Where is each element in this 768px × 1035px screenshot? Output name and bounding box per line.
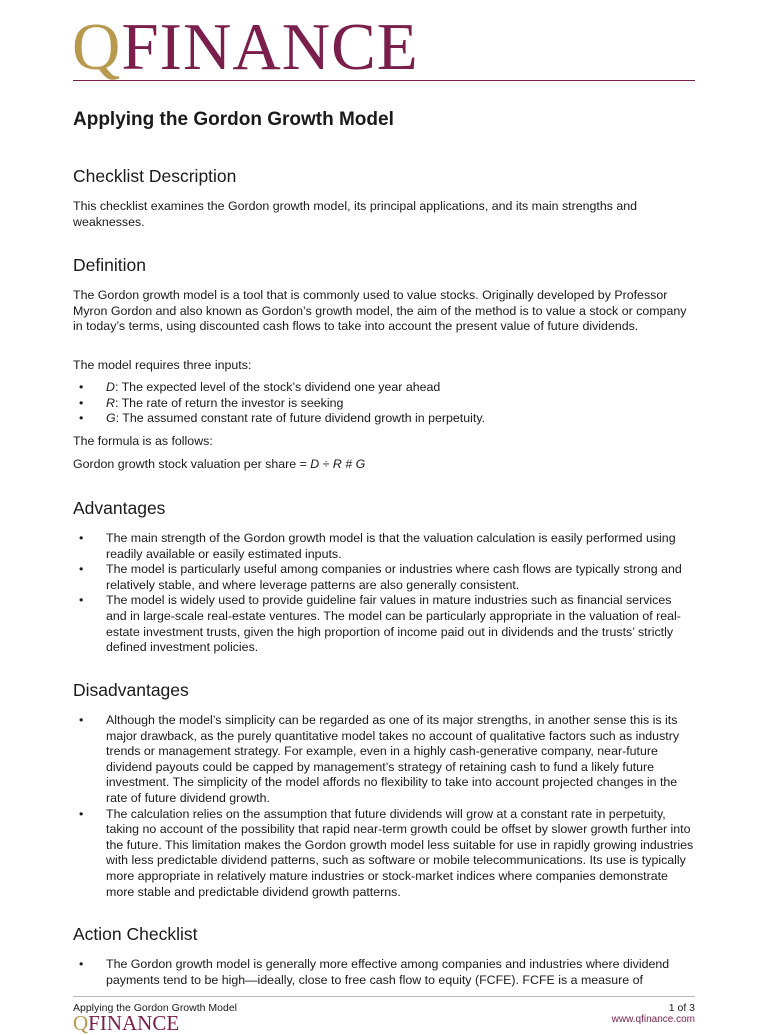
input-variable: D (106, 380, 115, 394)
list-item: • The main strength of the Gordon growth model is that the valuation calculation is easily performed using readily available or easily estimated inputs. (73, 531, 695, 562)
definition-text: The Gordon growth model is a tool that is commonly used to value stocks. Originally developed by Professor Myron Gordon and also known as Gordon’s growth model, the aim of the method is to value a stock or company in today’s terms, using discounted cash flows to take into account the present value of future dividends. (73, 288, 687, 334)
list-item (73, 380, 695, 396)
footer-url-link[interactable]: www.qfinance.com (611, 1014, 695, 1025)
list-item (73, 411, 695, 427)
formula-intro: The formula is as follows: (73, 434, 213, 448)
action-checklist-list (73, 957, 695, 989)
list-item: • The model is widely used to provide guideline fair values in mature industries such as financial services and in large-scale real-estate ventures. The model can be particularly appropriate in the valuation of real-estate investment trusts, given the high proportion of income paid out in dividends and the trusts’ strictly defined investment policies. (73, 593, 695, 655)
logo-q: Q (72, 10, 122, 84)
input-description: : The rate of return the investor is seeking (114, 395, 344, 410)
footer-divider (73, 996, 695, 997)
formula-expression: D ÷ R # G (310, 457, 366, 471)
list-item: • The Gordon growth model is generally more effective among companies and industries where dividend payments tend to be high—ideally, close to free cash flow to equity (FCFE). FCFE is a measure of (73, 957, 695, 988)
list-item (73, 396, 695, 412)
heading-action-checklist: Action Checklist (73, 924, 198, 944)
input-variable: R (106, 395, 115, 410)
heading-checklist-description: Checklist Description (73, 166, 237, 186)
advantages-list (73, 531, 695, 656)
list-item: • The model is particularly useful among companies or industries where cash flows are typically strong and relatively stable, and where leverage patterns are also generally consistent. (73, 562, 695, 593)
list-item: • The calculation relies on the assumption that future dividends will grow at a constant rate in perpetuity, taking no account of the possibility that rapid near-term growth could be offset by slower growth further into the future. This limitation makes the Gordon growth model less suitable for use in rapidly growing industries with less predictable dividend patterns, such as software or mobile telecommunications. Its use is typically more appropriate in relatively mature industries or stock-market indices where companies demonstrate more stable and predictable dividend growth patterns. (73, 807, 695, 901)
heading-advantages: Advantages (73, 498, 166, 518)
header-divider (73, 80, 695, 81)
page-number: 1 of 3 (668, 1002, 695, 1014)
input-description: : The assumed constant rate of future dividend growth in perpetuity. (115, 411, 486, 426)
footer-title: Applying the Gordon Growth Model (73, 1002, 238, 1014)
heading-disadvantages: Disadvantages (73, 680, 189, 700)
footer-logo-finance: FINANCE (88, 1011, 180, 1035)
footer-logo-q: Q (73, 1011, 89, 1035)
checklist-description-text: This checklist examines the Gordon growth model, its principal applications, and its main strengths and weaknesses. (73, 199, 638, 229)
list-item: • Although the model’s simplicity can be regarded as one of its major strengths, in another sense this is its major drawback, as the purely quantitative model takes no account of qualitative factors such as industry trends or management strategy. For example, even in a highly cash-generative company, near-future dividend payouts could be capped by management’s strategy of retaining cash to fund a likely future investment. The simplicity of the model affords no flexibility to take into account projected changes in the rate of future dividend growth. (73, 713, 695, 807)
qfinance-logo (72, 10, 419, 84)
formula (73, 457, 695, 473)
logo-finance: FINANCE (121, 10, 419, 84)
input-description: : The expected level of the stock’s dividend one year ahead (114, 380, 441, 394)
disadvantages-list (73, 713, 695, 900)
inputs-intro: The model requires three inputs: (73, 358, 252, 372)
page-title: Applying the Gordon Growth Model (73, 109, 394, 130)
inputs-list (73, 380, 695, 427)
heading-definition: Definition (73, 255, 146, 275)
input-variable: G (106, 411, 116, 426)
formula-label: Gordon growth stock valuation per share = (73, 457, 311, 471)
